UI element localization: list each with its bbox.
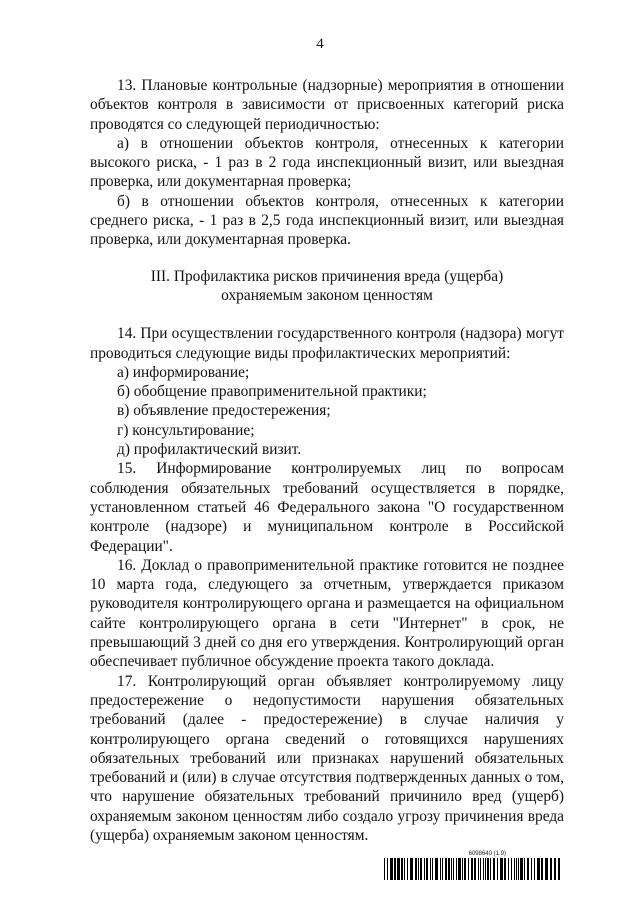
list-item-c: в) объявление предостережения; [117,402,331,420]
section-heading [90,267,564,306]
paragraph-16: 16. Доклад о правоприменительной практике готовится не позднее 10 марта года, следующего за отчетным, утверждается приказом руководителя контролирующего органа и размещается на официальном сайте контролирующего органа в сети "Интернет" в срок, не превышающий 3 дней со дня его утверждения. Контролирующий орган обеспечивает публичное обсуждение проекта такого доклада. [90,556,564,671]
list-item-b: б) обобщение правоприменительной практики; [117,383,427,401]
page-number: 4 [316,36,324,52]
list-item-d: г) консультирование; [117,421,255,439]
document-body [90,76,564,845]
section-heading-line2: охраняемым законом ценностям [221,286,433,304]
paragraph-17: 17. Контролирующий орган объявляет контролируемому лицу предостережение о недопустимости нарушения обязательных требований (далее - предостережение) в случае наличия у контролирующего органа сведений о готовящихся нарушениях обязательных требований или признаках нарушений обязательных требований и (или) в случае отсутствия подтвержденных данных о том, что нарушение обязательных требований причинило вред (ущерб) охраняемым законом ценностям либо создало угрозу причинения вреда (ущерба) охраняемым законом ценностям. [90,672,564,844]
paragraph-14: 14. При осуществлении государственного контроля (надзора) могут проводиться следующие виды профилактических мероприятий: [90,325,564,362]
paragraph-15: 15. Информирование контролируемых лиц по вопросам соблюдения обязательных требований осуществляется в порядке, установленном статьей 46 Федерального закона "О государственном контроле (надзоре) и муниципальном контроле в Российской Федерации". [90,460,564,555]
list-item-e: д) профилактический визит. [117,441,302,459]
section-heading-line1: III. Профилактика рисков причинения вреда (ущерба) [150,267,504,285]
list-item-a: а) информирование; [117,363,250,381]
item-13b: б) в отношении объектов контроля, отнесенных к категории среднего риска, - 1 раз в 2,5 года инспекционный визит, или выездная проверка, или документарная проверка. [90,192,564,249]
barcode-block [384,851,564,880]
item-13a: а) в отношении объектов контроля, отнесенных к категории высокого риска, - 1 раз в 2 года инспекционный визит, или выездная проверка, или документарная проверка; [90,134,564,191]
barcode-id-label: 6098640 (1.9) [468,851,506,857]
barcode-image [384,858,564,880]
paragraph-13: 13. Плановые контрольные (надзорные) мероприятия в отношении объектов контроля в зависимости от присвоенных категорий риска проводятся со следующей периодичностью: [90,77,564,133]
